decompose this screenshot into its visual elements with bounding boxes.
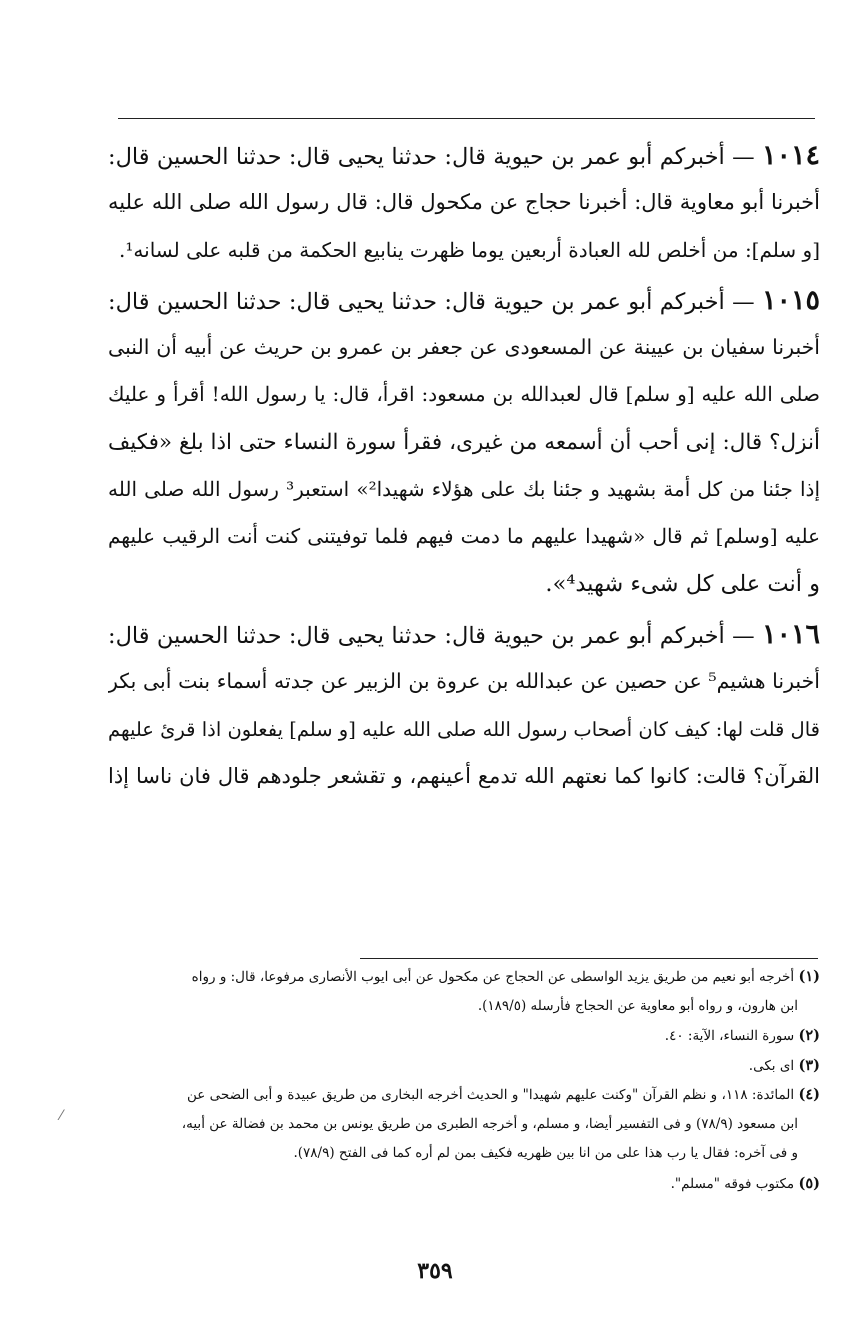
text-line: أخبرنا هشيم⁵ عن حصين عن عبدالله بن عروة بن الزبير عن جدته أسماء بنت أبى بكر: [108, 669, 820, 694]
footnote-text: سورة النساء، الآية: ٤٠.: [664, 1028, 795, 1044]
hadith-text: أخبركم أبو عمر بن حيوية قال: حدثنا يحيى قال: حدثنا الحسين قال:: [108, 288, 725, 315]
text-line: أنزل؟ قال: إنى أحب أن أسمعه من غيرى، فقرأ سورة النساء حتى اذا بلغ «فكيف: [108, 429, 820, 455]
hadith-number: ١٠١٤: [761, 140, 820, 171]
hadith-1014: [108, 132, 820, 274]
footnote-3: [108, 1051, 820, 1081]
text-line: إذا جئنا من كل أمة بشهيد و جئنا بك على هؤلاء شهيدا²» استعبر³ رسول الله صلى الله: [108, 477, 820, 502]
text-line: [و سلم]: من أخلص لله العبادة أربعين يوما ظهرت ينابيع الحكمة من قلبه على لسانه¹.: [119, 237, 820, 262]
footnote-line: ابن هارون، و رواه أبو معاوية عن الحجاج فأرسله (١٨٩/٥).: [477, 997, 798, 1014]
text-line: ١٠١٦ — أخبركم أبو عمر بن حيوية قال: حدثنا يحيى قال: حدثنا الحسين قال:: [108, 618, 820, 650]
footnote-4: [108, 1080, 820, 1169]
footnote-mark: (٣): [798, 1056, 820, 1074]
footnote-text: المائدة: ١١٨، و نظم القرآن "وكنت عليهم شهيدا" و الحديث أخرجه البخارى من طريق عبيدة و أبى الضحى عن: [187, 1087, 795, 1103]
footnote-text: أخرجه أبو نعيم من طريق يزيد الواسطى عن الحجاج عن مكحول عن أبى ايوب الأنصارى مرفوعا، قال: و رواه: [191, 969, 795, 985]
text-line: عليه [وسلم] ثم قال «شهيدا عليهم ما دمت فيهم فلما توفيتنى كنت أنت الرقيب عليهم: [108, 524, 820, 549]
hadith-text: أخبركم أبو عمر بن حيوية قال: حدثنا يحيى قال: حدثنا الحسين قال:: [108, 144, 725, 170]
main-text: [108, 132, 820, 803]
footnote-mark: (٤): [798, 1086, 820, 1103]
margin-pencil-mark: ⁄: [60, 1108, 63, 1124]
footnote-rule: [360, 958, 818, 959]
footnote-mark: (١): [798, 968, 820, 985]
footnote-line: ابن مسعود (٧٨/٩) و فى التفسير أيضا، و مسلم، و أخرجه الطبرى من طريق يونس بن محمد بن فضالة عن أبيه،: [181, 1115, 798, 1132]
page-number: ٣٥٩: [417, 1258, 453, 1284]
footnote-line: [108, 1080, 820, 1110]
text-line: القرآن؟ قالت: كانوا كما نعتهم الله تدمع أعينهم، و تقشعر جلودهم قال فان ناسا إذا: [108, 763, 820, 788]
footnote-line: [108, 962, 820, 992]
text-line: قال قلت لها: كيف كان أصحاب رسول الله صلى الله عليه [و سلم] يفعلون اذا قرئ عليهم: [108, 717, 820, 741]
hadith-1015: [108, 277, 820, 608]
footnote-mark: (٢): [798, 1027, 820, 1044]
footnotes: [108, 962, 820, 1198]
text-line: صلى الله عليه [و سلم] قال لعبدالله بن مسعود: اقرأ، قال: يا رسول الله! أقرأ و عليك: [108, 382, 820, 407]
header-rule: [118, 118, 815, 119]
footnote-text: اى بكى.: [748, 1057, 795, 1074]
text-line: و أنت على كل شىء شهيد⁴».: [545, 570, 820, 597]
footnote-line: [108, 1169, 820, 1199]
hadith-number: ١٠١٥: [761, 284, 820, 316]
footnote-mark: (٥): [798, 1174, 820, 1192]
text-line: ١٠١٥ — أخبركم أبو عمر بن حيوية قال: حدثنا يحيى قال: حدثنا الحسين قال:: [108, 284, 820, 316]
footnote-line: [108, 1021, 820, 1051]
text-line: أخبرنا سفيان بن عيينة عن المسعودى عن جعفر بن عمرو بن حريث عن أبيه أن النبى: [108, 335, 820, 360]
footnote-2: [108, 1021, 820, 1051]
footnote-5: [108, 1169, 820, 1199]
hadith-text: أخبركم أبو عمر بن حيوية قال: حدثنا يحيى قال: حدثنا الحسين قال:: [108, 622, 725, 649]
hadith-1016: [108, 611, 820, 800]
hadith-number: ١٠١٦: [761, 618, 820, 650]
footnote-text: مكتوب فوقه "مسلم".: [670, 1175, 795, 1192]
footnote-line: و فى آخره: فقال يا رب هذا على من انا بين ظهريه فكيف بمن لم أره كما فى الفتح (٧٨/٩).: [293, 1145, 798, 1161]
footnote-1: [108, 962, 820, 1021]
text-line: أخبرنا أبو معاوية قال: أخبرنا حجاج عن مكحول قال: قال رسول الله صلى الله عليه: [108, 190, 820, 215]
footnote-line: [108, 1051, 820, 1081]
text-line: ١٠١٤ — أخبركم أبو عمر بن حيوية قال: حدثنا يحيى قال: حدثنا الحسين قال:: [108, 140, 820, 171]
